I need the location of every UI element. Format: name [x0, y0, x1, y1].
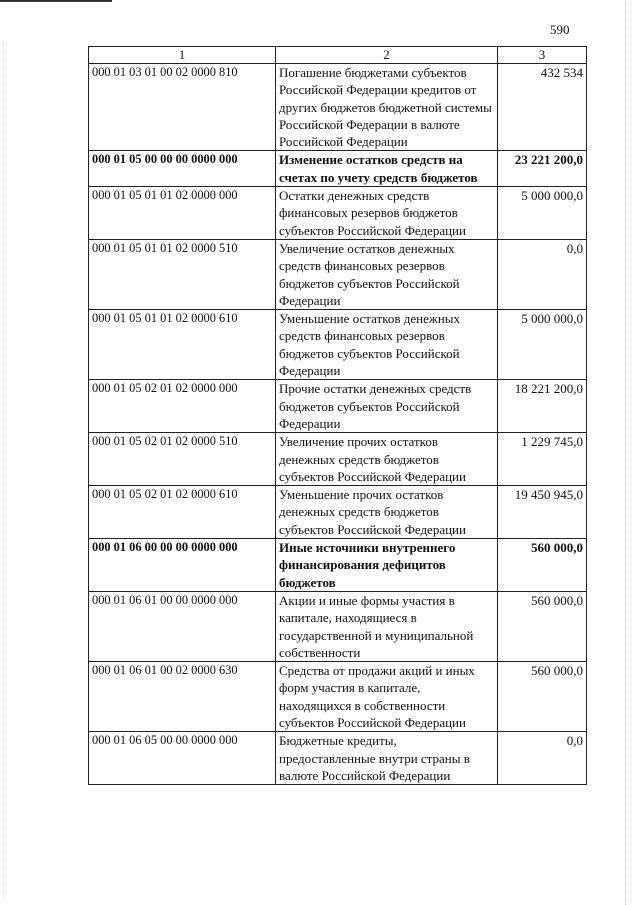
- row-amount: 560 000,0: [498, 662, 587, 732]
- table-row: [89, 732, 587, 785]
- row-name: Акции и иные формы участия в капитале, находящиеся в государственной и муниципальной собственности: [276, 591, 498, 661]
- table-row: [89, 380, 587, 433]
- row-code: 000 01 05 01 01 02 0000 510: [89, 239, 276, 309]
- row-amount: 560 000,0: [498, 539, 587, 592]
- table-row: [89, 310, 587, 380]
- row-amount: 18 221 200,0: [498, 380, 587, 433]
- row-name: Прочие остатки денежных средств бюджетов субъектов Российской Федерации: [276, 380, 498, 433]
- row-name: Бюджетные кредиты, предоставленные внутри страны в валюте Российской Федерации: [276, 732, 498, 785]
- budget-sources-table: [88, 46, 587, 785]
- scan-edge-left: [3, 40, 4, 900]
- row-code: 000 01 06 05 00 00 0000 000: [89, 732, 276, 785]
- row-name: Увеличение прочих остатков денежных средств бюджетов субъектов Российской Федерации: [276, 433, 498, 486]
- row-amount: 432 534: [498, 64, 587, 151]
- row-amount: 0,0: [498, 732, 587, 785]
- table-row: [89, 151, 587, 187]
- page-number: 590: [550, 22, 570, 37]
- row-name: Изменение остатков средств на счетах по учету средств бюджетов: [276, 151, 498, 187]
- row-code: 000 01 05 02 01 02 0000 000: [89, 380, 276, 433]
- row-code: 000 01 05 02 01 02 0000 510: [89, 433, 276, 486]
- table-header-row: [89, 47, 587, 64]
- table-row: [89, 486, 587, 539]
- row-name: Остатки денежных средств финансовых резервов бюджетов субъектов Российской Федерации: [276, 187, 498, 240]
- row-name: Уменьшение остатков денежных средств финансовых резервов бюджетов субъектов Российской Федерации: [276, 310, 498, 380]
- row-code: 000 01 06 01 00 00 0000 000: [89, 591, 276, 661]
- top-rule: [0, 0, 112, 2]
- table-row: [89, 64, 587, 151]
- column-header-code: 1: [89, 47, 276, 64]
- scan-edge-right: [625, 0, 626, 905]
- table-row: [89, 591, 587, 661]
- row-amount: 23 221 200,0: [498, 151, 587, 187]
- row-code: 000 01 03 01 00 02 0000 810: [89, 64, 276, 151]
- row-amount: 19 450 945,0: [498, 486, 587, 539]
- row-name: Погашение бюджетами субъектов Российской Федерации кредитов от других бюджетов бюджетной системы Российской Федерации в валюте Российской Федерации: [276, 64, 498, 151]
- row-amount: 0,0: [498, 239, 587, 309]
- table-row: [89, 239, 587, 309]
- row-code: 000 01 06 00 00 00 0000 000: [89, 539, 276, 592]
- row-code: 000 01 05 01 01 02 0000 610: [89, 310, 276, 380]
- row-name: Средства от продажи акций и иных форм участия в капитале, находящихся в собственности субъектов Российской Федерации: [276, 662, 498, 732]
- row-code: 000 01 05 01 01 02 0000 000: [89, 187, 276, 240]
- table-row: [89, 433, 587, 486]
- row-amount: 560 000,0: [498, 591, 587, 661]
- table-row: [89, 662, 587, 732]
- column-header-name: 2: [276, 47, 498, 64]
- row-name: Уменьшение прочих остатков денежных средств бюджетов субъектов Российской Федерации: [276, 486, 498, 539]
- row-code: 000 01 06 01 00 02 0000 630: [89, 662, 276, 732]
- column-header-amount: 3: [498, 47, 587, 64]
- row-amount: 5 000 000,0: [498, 187, 587, 240]
- row-amount: 5 000 000,0: [498, 310, 587, 380]
- row-code: 000 01 05 02 01 02 0000 610: [89, 486, 276, 539]
- row-amount: 1 229 745,0: [498, 433, 587, 486]
- row-name: Иные источники внутреннего финансирования дефицитов бюджетов: [276, 539, 498, 592]
- row-code: 000 01 05 00 00 00 0000 000: [89, 151, 276, 187]
- row-name: Увеличение остатков денежных средств финансовых резервов бюджетов субъектов Российской Федерации: [276, 239, 498, 309]
- table-row: [89, 187, 587, 240]
- table-row: [89, 539, 587, 592]
